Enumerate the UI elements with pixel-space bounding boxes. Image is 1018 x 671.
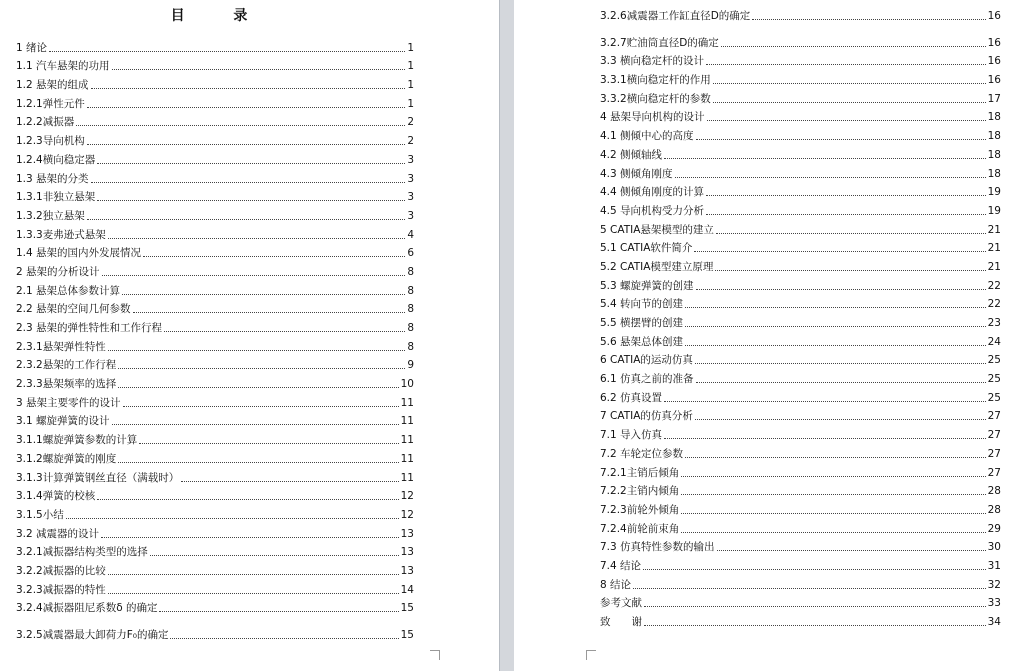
toc-entry-title: 7.2.3前轮外倾角 xyxy=(600,503,680,516)
toc-entry-page-number: 31 xyxy=(987,559,1001,572)
toc-entry[interactable] xyxy=(600,367,1001,386)
toc-dot-leader xyxy=(752,19,985,20)
toc-dot-leader xyxy=(675,177,986,178)
toc-entry-title: 5.1 CATIA软件简介 xyxy=(600,242,693,255)
toc-entry-title: 3.2.3减振器的特性 xyxy=(16,583,106,596)
toc-entry-title: 7.2 车轮定位参数 xyxy=(600,447,684,460)
toc-entry-title: 7.3 仿真特性参数的输出 xyxy=(600,541,715,554)
toc-entry[interactable] xyxy=(16,223,414,242)
toc-entry-title: 5.3 螺旋弹簧的创建 xyxy=(600,279,694,292)
toc-entry-page-number: 23 xyxy=(987,317,1001,329)
toc-dot-leader xyxy=(644,625,986,626)
toc-entry[interactable] xyxy=(16,111,414,130)
toc-entry-page-number: 22 xyxy=(987,298,1001,311)
toc-entry-title: 致 谢 xyxy=(600,616,642,628)
toc-entry-title: 3.2.6减震器工作缸直径D的确定 xyxy=(600,9,751,22)
toc-dot-leader xyxy=(664,158,986,159)
toc-entry-title: 1.2.4横向稳定器 xyxy=(16,153,96,166)
toc-entry-title: 3.3 横向稳定杆的设计 xyxy=(600,55,705,68)
toc-dot-leader xyxy=(696,139,986,140)
toc-dot-leader xyxy=(118,387,398,388)
toc-entry-title: 3.1.2螺旋弹簧的刚度 xyxy=(16,452,117,465)
toc-entry[interactable] xyxy=(16,522,414,541)
toc-entry-title: 1.2.2减振器 xyxy=(16,116,75,129)
toc-entry[interactable] xyxy=(16,242,414,261)
toc-entry-page-number: 27 xyxy=(987,410,1001,423)
toc-entry-title: 3.3.1横向稳定杆的作用 xyxy=(600,74,711,87)
toc-dot-leader xyxy=(87,107,406,108)
toc-dot-leader xyxy=(681,532,985,533)
toc-dot-leader xyxy=(685,457,986,458)
toc-entry[interactable] xyxy=(16,335,414,354)
toc-entry[interactable] xyxy=(600,405,1001,424)
toc-entry-page-number: 32 xyxy=(987,578,1001,591)
toc-entry-page-number: 24 xyxy=(987,335,1001,348)
toc-entry-title: 2.2 悬架的空间几何参数 xyxy=(16,303,131,316)
toc-dot-leader xyxy=(664,438,986,439)
margin-crop-mark xyxy=(430,650,440,660)
toc-entry-page-number: 11 xyxy=(400,434,414,447)
toc-dot-leader xyxy=(91,182,406,183)
toc-entry-title: 7.4 结论 xyxy=(600,559,642,572)
toc-entry-title: 3.2.4减振器阻尼系数δ 的确定 xyxy=(16,602,158,615)
toc-dot-leader xyxy=(118,368,405,369)
toc-entry-title: 6.2 仿真设置 xyxy=(600,391,663,404)
toc-entry-page-number: 18 xyxy=(987,148,1001,161)
toc-entry[interactable] xyxy=(600,442,1001,461)
toc-entry[interactable] xyxy=(600,536,1001,555)
toc-entry-page-number: 25 xyxy=(987,354,1001,367)
toc-entry[interactable] xyxy=(600,162,1001,181)
toc-entry[interactable] xyxy=(600,124,1001,143)
toc-dot-leader xyxy=(139,443,398,444)
toc-dot-leader xyxy=(143,256,405,257)
toc-entry-page-number: 2 xyxy=(407,116,414,129)
toc-entry-title: 2.3 悬架的弹性特性和工作行程 xyxy=(16,322,163,334)
toc-entry[interactable] xyxy=(600,181,1001,200)
toc-entry-title: 3.1.3计算弹簧钢丝直径（满载时） xyxy=(16,471,180,484)
toc-entry[interactable] xyxy=(600,23,1001,50)
toc-entry-page-number: 28 xyxy=(987,503,1001,516)
toc-entry-page-number: 8 xyxy=(407,303,414,316)
toc-entry-title: 7.2.2主销内倾角 xyxy=(600,485,680,498)
toc-entry-title: 2.1 悬架总体参数计算 xyxy=(16,284,121,297)
toc-dot-leader xyxy=(695,419,986,420)
toc-entry[interactable] xyxy=(16,279,414,298)
toc-entry[interactable] xyxy=(16,410,414,429)
toc-entry-title: 1.4 悬架的国内外发展情况 xyxy=(16,247,142,260)
toc-dot-leader xyxy=(97,200,405,201)
toc-entry[interactable] xyxy=(600,592,1001,611)
toc-entry-page-number: 9 xyxy=(407,359,414,372)
toc-entry-page-number: 8 xyxy=(407,322,414,334)
toc-dot-leader xyxy=(112,424,399,425)
toc-entry-page-number: 15 xyxy=(400,602,414,615)
toc-entry-page-number: 13 xyxy=(400,564,414,577)
toc-dot-leader xyxy=(123,406,399,407)
toc-entry[interactable] xyxy=(16,260,414,279)
toc-dot-leader xyxy=(118,462,398,463)
toc-entry-page-number: 25 xyxy=(987,391,1001,404)
toc-entry[interactable] xyxy=(16,466,414,485)
toc-dot-leader xyxy=(97,163,405,164)
toc-dot-leader xyxy=(664,401,986,402)
toc-entry-title: 4.5 导向机构受力分析 xyxy=(600,204,705,217)
toc-entry[interactable] xyxy=(16,447,414,466)
toc-entry[interactable] xyxy=(600,386,1001,405)
toc-entry[interactable] xyxy=(600,610,1001,629)
toc-dot-leader xyxy=(133,312,406,313)
toc-entry-title: 1.3 悬架的分类 xyxy=(16,172,89,185)
toc-entry-page-number: 33 xyxy=(987,597,1001,610)
toc-dot-leader xyxy=(715,270,985,271)
toc-entry[interactable] xyxy=(16,316,414,335)
document-page-left xyxy=(0,0,499,671)
toc-entry[interactable] xyxy=(16,73,414,92)
toc-entry-page-number: 3 xyxy=(407,172,414,185)
toc-entry-page-number: 34 xyxy=(987,616,1001,628)
toc-entry-title: 4.4 侧倾角刚度的计算 xyxy=(600,186,705,199)
toc-entry-page-number: 19 xyxy=(987,204,1001,217)
toc-entry-title: 5.2 CATIA模型建立原理 xyxy=(600,260,714,273)
toc-entry-title: 3.1.5小结 xyxy=(16,508,64,521)
toc-entry-page-number: 11 xyxy=(400,415,414,428)
toc-entry[interactable] xyxy=(16,597,414,616)
toc-entry[interactable] xyxy=(600,68,1001,87)
toc-entry[interactable] xyxy=(600,4,1001,23)
toc-dot-leader xyxy=(706,214,986,215)
toc-entry[interactable] xyxy=(16,541,414,560)
document-page-right xyxy=(514,0,1018,671)
toc-list-left xyxy=(16,36,414,642)
toc-entry[interactable] xyxy=(600,517,1001,536)
toc-dot-leader xyxy=(681,476,985,477)
toc-entry-page-number: 11 xyxy=(400,452,414,465)
toc-entry[interactable] xyxy=(600,573,1001,592)
toc-entry[interactable] xyxy=(600,498,1001,517)
toc-entry-page-number: 14 xyxy=(400,583,414,596)
toc-entry-title: 8 结论 xyxy=(600,578,632,591)
toc-entry-page-number: 11 xyxy=(400,471,414,484)
toc-entry-title: 3.3.2横向稳定杆的参数 xyxy=(600,92,711,105)
toc-entry[interactable] xyxy=(600,461,1001,480)
toc-entry[interactable] xyxy=(600,480,1001,499)
toc-entry-title: 7.2.1主销后倾角 xyxy=(600,466,680,479)
toc-entry-page-number: 13 xyxy=(400,546,414,559)
toc-entry-page-number: 4 xyxy=(407,228,414,241)
toc-entry[interactable] xyxy=(16,615,414,642)
toc-entry[interactable] xyxy=(600,237,1001,256)
toc-entry-title: 5.5 横摆臂的创建 xyxy=(600,317,684,329)
toc-dot-leader xyxy=(644,606,986,607)
toc-entry-title: 2 悬架的分析设计 xyxy=(16,265,100,278)
toc-entry-title: 7.1 导入仿真 xyxy=(600,429,663,442)
toc-entry-page-number: 28 xyxy=(987,485,1001,498)
toc-dot-leader xyxy=(713,102,986,103)
toc-entry-title: 6.1 仿真之前的准备 xyxy=(600,373,694,386)
toc-entry[interactable] xyxy=(600,274,1001,293)
toc-entry-page-number: 17 xyxy=(987,92,1001,105)
toc-entry-title: 1 绪论 xyxy=(16,41,48,54)
toc-entry-page-number: 8 xyxy=(407,265,414,278)
toc-entry-page-number: 27 xyxy=(987,429,1001,442)
toc-entry-title: 参考文献 xyxy=(600,597,642,610)
toc-dot-leader xyxy=(122,294,405,295)
toc-entry[interactable] xyxy=(600,87,1001,106)
toc-entry-title: 1.2 悬架的组成 xyxy=(16,79,89,92)
toc-dot-leader xyxy=(112,69,406,70)
toc-entry[interactable] xyxy=(16,148,414,167)
toc-entry-page-number: 25 xyxy=(987,373,1001,386)
toc-dot-leader xyxy=(66,518,399,519)
toc-entry-title: 2.3.1悬架弹性特性 xyxy=(16,340,106,353)
toc-entry[interactable] xyxy=(600,554,1001,573)
toc-entry[interactable] xyxy=(16,372,414,391)
toc-entry-title: 3.2.5减震器最大卸荷力F₀的确定 xyxy=(16,629,169,642)
toc-dot-leader xyxy=(696,382,986,383)
toc-entry-title: 3.2 减震器的设计 xyxy=(16,527,100,540)
toc-entry[interactable] xyxy=(16,186,414,205)
toc-dot-leader xyxy=(706,64,986,65)
toc-dot-leader xyxy=(633,588,986,589)
toc-entry[interactable] xyxy=(16,428,414,447)
toc-entry[interactable] xyxy=(16,92,414,111)
toc-dot-leader xyxy=(716,233,986,234)
toc-entry[interactable] xyxy=(600,199,1001,218)
toc-entry[interactable] xyxy=(16,503,414,522)
toc-entry-title: 4.1 侧倾中心的高度 xyxy=(600,130,694,143)
toc-entry-page-number: 29 xyxy=(987,522,1001,535)
toc-entry-page-number: 27 xyxy=(987,447,1001,460)
toc-entry[interactable] xyxy=(16,485,414,504)
toc-entry-page-number: 12 xyxy=(400,490,414,503)
toc-entry-title: 4.3 侧倾角刚度 xyxy=(600,167,673,180)
toc-dot-leader xyxy=(101,537,399,538)
toc-entry[interactable] xyxy=(16,391,414,410)
toc-entry[interactable] xyxy=(600,349,1001,368)
toc-dot-leader xyxy=(696,289,986,290)
toc-entry[interactable] xyxy=(16,354,414,373)
toc-entry-page-number: 21 xyxy=(987,223,1001,236)
toc-dot-leader xyxy=(681,494,985,495)
toc-dot-leader xyxy=(102,275,406,276)
toc-dot-leader xyxy=(164,331,405,332)
toc-entry[interactable] xyxy=(600,50,1001,69)
toc-entry-title: 1.2.3导向机构 xyxy=(16,135,85,148)
toc-entry-page-number: 21 xyxy=(987,242,1001,255)
toc-dot-leader xyxy=(713,83,986,84)
toc-entry-title: 4 悬架导向机构的设计 xyxy=(600,111,705,124)
toc-entry-title: 2.3.2悬架的工作行程 xyxy=(16,359,117,372)
toc-dot-leader xyxy=(87,219,406,220)
toc-dot-leader xyxy=(695,363,986,364)
toc-entry-page-number: 2 xyxy=(407,135,414,148)
toc-dot-leader xyxy=(706,195,986,196)
toc-title: 目 录 xyxy=(170,8,270,24)
toc-dot-leader xyxy=(717,550,986,551)
margin-crop-mark xyxy=(586,650,596,660)
toc-entry-title: 5 CATIA悬架模型的建立 xyxy=(600,223,714,236)
page-gutter-edge xyxy=(499,0,500,671)
toc-entry-page-number: 16 xyxy=(987,55,1001,68)
toc-entry-page-number: 1 xyxy=(407,41,414,54)
toc-entry-page-number: 3 xyxy=(407,209,414,222)
toc-entry-page-number: 18 xyxy=(987,130,1001,143)
toc-dot-leader xyxy=(108,350,406,351)
toc-entry-title: 5.4 转向节的创建 xyxy=(600,298,684,311)
toc-dot-leader xyxy=(707,120,986,121)
toc-entry-page-number: 3 xyxy=(407,153,414,166)
toc-entry[interactable] xyxy=(16,204,414,223)
toc-entry-page-number: 16 xyxy=(987,36,1001,49)
toc-entry-title: 1.3.3麦弗逊式悬架 xyxy=(16,228,106,241)
toc-entry-title: 4.2 侧倾轴线 xyxy=(600,148,663,161)
toc-entry-title: 5.6 悬架总体创建 xyxy=(600,335,684,348)
toc-entry-title: 3.1.1螺旋弹簧参数的计算 xyxy=(16,434,138,447)
toc-entry-page-number: 16 xyxy=(987,9,1001,22)
toc-list-right xyxy=(600,4,1001,629)
toc-entry-page-number: 18 xyxy=(987,111,1001,124)
toc-entry-title: 6 CATIA的运动仿真 xyxy=(600,354,693,367)
toc-entry[interactable] xyxy=(16,167,414,186)
toc-dot-leader xyxy=(685,345,986,346)
toc-entry[interactable] xyxy=(16,55,414,74)
toc-dot-leader xyxy=(181,481,398,482)
toc-dot-leader xyxy=(108,238,406,239)
toc-entry-page-number: 12 xyxy=(400,508,414,521)
toc-entry-title: 3.2.7贮油筒直径D的确定 xyxy=(600,36,719,49)
toc-entry[interactable] xyxy=(16,578,414,597)
toc-dot-leader xyxy=(150,555,399,556)
toc-entry[interactable] xyxy=(600,106,1001,125)
toc-entry[interactable] xyxy=(600,330,1001,349)
toc-dot-leader xyxy=(108,593,399,594)
toc-entry[interactable] xyxy=(600,311,1001,330)
toc-dot-leader xyxy=(170,638,398,639)
toc-dot-leader xyxy=(108,574,399,575)
toc-entry[interactable] xyxy=(16,36,414,55)
toc-entry-title: 3.1 螺旋弹簧的设计 xyxy=(16,415,110,428)
toc-entry[interactable] xyxy=(600,255,1001,274)
toc-entry-page-number: 8 xyxy=(407,340,414,353)
toc-entry[interactable] xyxy=(16,298,414,317)
toc-entry-page-number: 13 xyxy=(400,527,414,540)
toc-entry-title: 3.1.4弹簧的校核 xyxy=(16,490,96,503)
toc-entry-title: 1.3.1非独立悬架 xyxy=(16,191,96,204)
toc-entry[interactable] xyxy=(600,218,1001,237)
toc-entry-page-number: 1 xyxy=(407,97,414,110)
toc-dot-leader xyxy=(685,326,986,327)
toc-entry-title: 2.3.3悬架频率的选择 xyxy=(16,378,117,391)
toc-entry-page-number: 1 xyxy=(407,60,414,73)
toc-entry-page-number: 22 xyxy=(987,279,1001,292)
toc-entry-title: 1.3.2独立悬架 xyxy=(16,209,85,222)
toc-entry-title: 3.2.1减振器结构类型的选择 xyxy=(16,546,148,559)
toc-entry[interactable] xyxy=(600,423,1001,442)
toc-dot-leader xyxy=(91,88,406,89)
toc-dot-leader xyxy=(49,51,405,52)
toc-entry-page-number: 21 xyxy=(987,260,1001,273)
toc-entry-page-number: 1 xyxy=(407,79,414,92)
toc-entry[interactable] xyxy=(16,129,414,148)
toc-entry-page-number: 15 xyxy=(400,629,414,642)
toc-entry-title: 7 CATIA的仿真分析 xyxy=(600,410,693,423)
toc-entry-page-number: 27 xyxy=(987,466,1001,479)
toc-entry-page-number: 16 xyxy=(987,74,1001,87)
toc-entry-page-number: 18 xyxy=(987,167,1001,180)
toc-entry-page-number: 19 xyxy=(987,186,1001,199)
toc-dot-leader xyxy=(681,513,985,514)
toc-dot-leader xyxy=(97,499,398,500)
toc-entry[interactable] xyxy=(16,559,414,578)
toc-dot-leader xyxy=(643,569,986,570)
toc-dot-leader xyxy=(721,46,986,47)
toc-entry-page-number: 3 xyxy=(407,191,414,204)
toc-entry-title: 3 悬架主要零件的设计 xyxy=(16,396,121,409)
toc-entry-page-number: 11 xyxy=(400,396,414,409)
toc-entry-page-number: 8 xyxy=(407,284,414,297)
toc-entry-page-number: 30 xyxy=(987,541,1001,554)
toc-entry[interactable] xyxy=(600,293,1001,312)
toc-dot-leader xyxy=(694,251,985,252)
toc-dot-leader xyxy=(87,144,406,145)
toc-entry-page-number: 6 xyxy=(407,247,414,260)
toc-dot-leader xyxy=(685,307,986,308)
toc-entry-page-number: 10 xyxy=(400,378,414,391)
toc-entry-title: 1.2.1弹性元件 xyxy=(16,97,85,110)
toc-dot-leader xyxy=(159,611,398,612)
toc-entry[interactable] xyxy=(600,143,1001,162)
toc-entry-title: 7.2.4前轮前束角 xyxy=(600,522,680,535)
toc-entry-title: 1.1 汽车悬架的功用 xyxy=(16,60,110,73)
toc-entry-title: 3.2.2减振器的比较 xyxy=(16,564,106,577)
toc-dot-leader xyxy=(76,125,405,126)
